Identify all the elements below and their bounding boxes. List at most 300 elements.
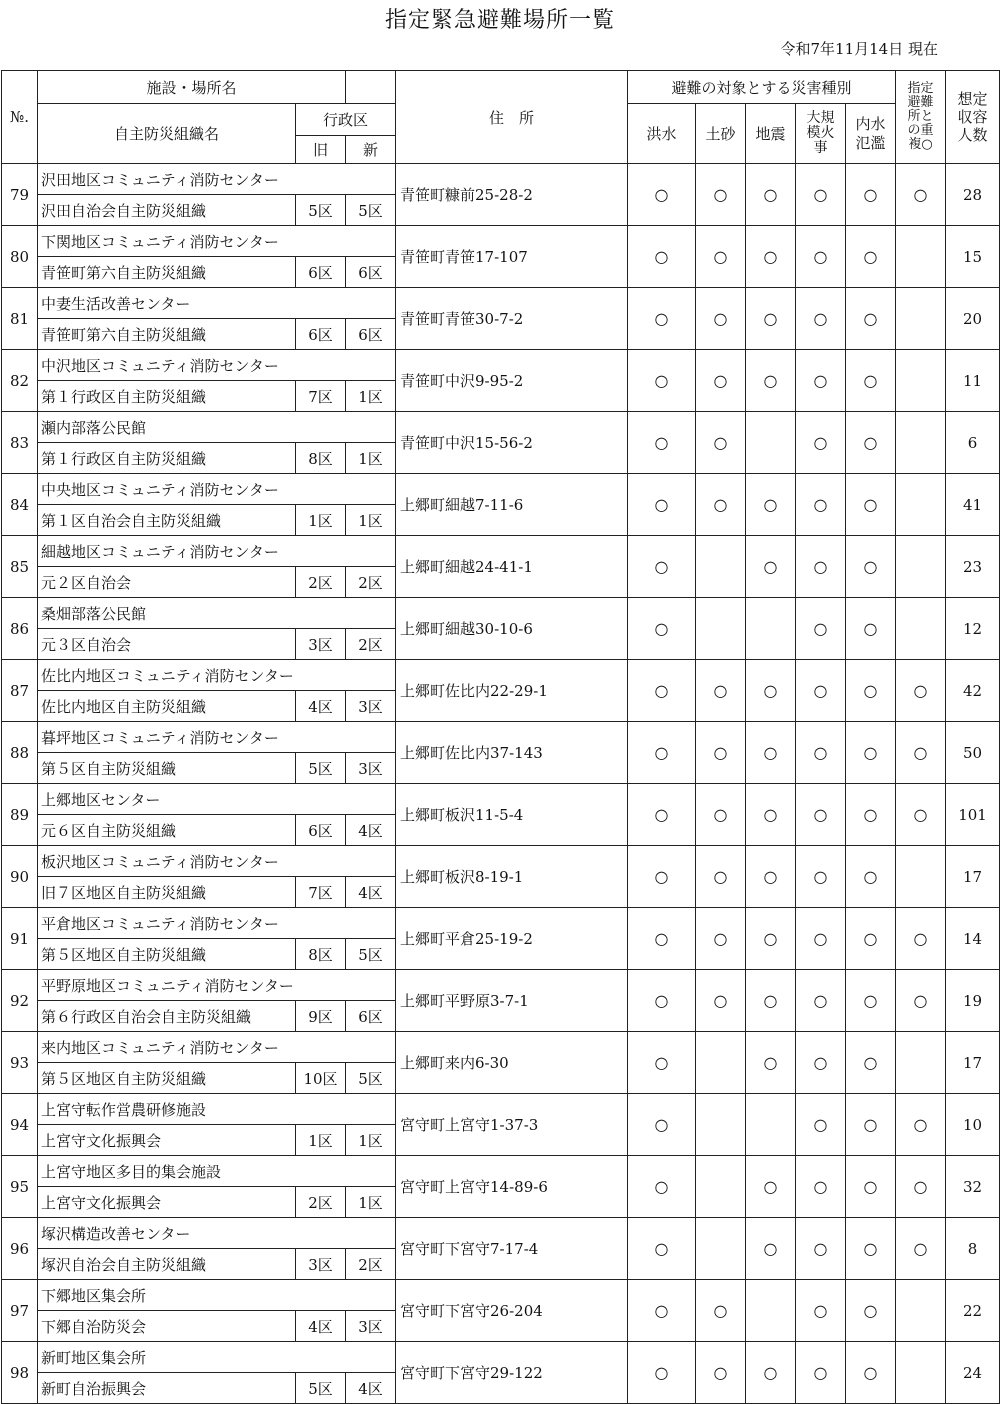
header-fire-line: 事 — [813, 140, 828, 156]
inland-mark: ○ — [846, 288, 896, 350]
new-district: 1区 — [346, 443, 396, 474]
address: 青笹町中沢15-56-2 — [396, 412, 628, 474]
shelter-mark — [896, 536, 946, 598]
fire-mark: ○ — [796, 226, 846, 288]
flood-mark: ○ — [628, 536, 696, 598]
facility-name: 上郷地区センター — [38, 784, 396, 815]
inland-mark: ○ — [846, 1156, 896, 1218]
header-disaster-types: 避難の対象とする災害種別 — [628, 71, 896, 104]
sediment-mark — [696, 1094, 746, 1156]
org-name: 第１区自治会自主防災組織 — [38, 505, 296, 536]
quake-mark: ○ — [746, 350, 796, 412]
org-name: 青笹町第六自主防災組織 — [38, 257, 296, 288]
fire-mark: ○ — [796, 1280, 846, 1342]
new-district: 5区 — [346, 1063, 396, 1094]
row-number: 92 — [2, 970, 38, 1032]
table-row — [2, 1032, 1000, 1063]
flood-mark: ○ — [628, 1218, 696, 1280]
shelter-mark: ○ — [896, 1218, 946, 1280]
quake-mark: ○ — [746, 226, 796, 288]
inland-mark: ○ — [846, 598, 896, 660]
org-name: 第６行政区自治会自主防災組織 — [38, 1001, 296, 1032]
shelter-mark: ○ — [896, 722, 946, 784]
inland-mark: ○ — [846, 660, 896, 722]
capacity: 6 — [946, 412, 1000, 474]
quake-mark: ○ — [746, 784, 796, 846]
fire-mark: ○ — [796, 1156, 846, 1218]
flood-mark: ○ — [628, 350, 696, 412]
flood-mark: ○ — [628, 1156, 696, 1218]
capacity: 10 — [946, 1094, 1000, 1156]
old-district: 6区 — [296, 319, 346, 350]
shelter-mark: ○ — [896, 784, 946, 846]
org-name: 佐比内地区自主防災組織 — [38, 691, 296, 722]
sediment-mark: ○ — [696, 474, 746, 536]
address: 上郷町板沢11-5-4 — [396, 784, 628, 846]
old-district: 3区 — [296, 629, 346, 660]
facility-name: 瀬内部落公民館 — [38, 412, 396, 443]
fire-mark: ○ — [796, 1218, 846, 1280]
new-district: 1区 — [346, 381, 396, 412]
old-district: 4区 — [296, 691, 346, 722]
row-number: 96 — [2, 1218, 38, 1280]
table-row — [2, 1342, 1000, 1373]
table-row — [2, 598, 1000, 629]
new-district: 2区 — [346, 1249, 396, 1280]
old-district: 5区 — [296, 753, 346, 784]
new-district: 3区 — [346, 691, 396, 722]
address: 上郷町細越24-41-1 — [396, 536, 628, 598]
inland-mark: ○ — [846, 722, 896, 784]
capacity: 28 — [946, 164, 1000, 226]
address: 青笹町青笹30-7-2 — [396, 288, 628, 350]
header-shelter-line: の重 — [907, 123, 934, 138]
quake-mark: ○ — [746, 288, 796, 350]
org-name: 旧７区地区自主防災組織 — [38, 877, 296, 908]
row-number: 90 — [2, 846, 38, 908]
row-number: 85 — [2, 536, 38, 598]
old-district: 5区 — [296, 195, 346, 226]
quake-mark: ○ — [746, 1156, 796, 1218]
fire-mark: ○ — [796, 1342, 846, 1404]
fire-mark: ○ — [796, 536, 846, 598]
fire-mark: ○ — [796, 722, 846, 784]
flood-mark: ○ — [628, 164, 696, 226]
new-district: 5区 — [346, 195, 396, 226]
org-name: 上宮守文化振興会 — [38, 1187, 296, 1218]
flood-mark: ○ — [628, 1094, 696, 1156]
table-row — [2, 226, 1000, 257]
row-number: 80 — [2, 226, 38, 288]
inland-mark: ○ — [846, 908, 896, 970]
table-row — [2, 1094, 1000, 1125]
row-number: 81 — [2, 288, 38, 350]
table-row — [2, 722, 1000, 753]
flood-mark: ○ — [628, 784, 696, 846]
address: 上郷町細越30-10-6 — [396, 598, 628, 660]
header-shelter-line: 所と — [907, 109, 934, 124]
fire-mark: ○ — [796, 908, 846, 970]
org-name: 第５区地区自主防災組織 — [38, 1063, 296, 1094]
inland-mark: ○ — [846, 474, 896, 536]
table-row — [2, 536, 1000, 567]
fire-mark: ○ — [796, 846, 846, 908]
inland-mark: ○ — [846, 1280, 896, 1342]
flood-mark: ○ — [628, 970, 696, 1032]
address: 上郷町佐比内37-143 — [396, 722, 628, 784]
facility-name: 下郷地区集会所 — [38, 1280, 396, 1311]
org-name: 塚沢自治会自主防災組織 — [38, 1249, 296, 1280]
sediment-mark: ○ — [696, 970, 746, 1032]
shelter-mark — [896, 846, 946, 908]
inland-mark: ○ — [846, 226, 896, 288]
capacity: 32 — [946, 1156, 1000, 1218]
quake-mark — [746, 412, 796, 474]
table-row — [2, 846, 1000, 877]
quake-mark: ○ — [746, 846, 796, 908]
capacity: 42 — [946, 660, 1000, 722]
flood-mark: ○ — [628, 1032, 696, 1094]
inland-mark: ○ — [846, 1094, 896, 1156]
sediment-mark: ○ — [696, 846, 746, 908]
address: 上郷町来内6-30 — [396, 1032, 628, 1094]
header-new: 新 — [346, 136, 396, 164]
fire-mark: ○ — [796, 598, 846, 660]
address: 宮守町下宮守7-17-4 — [396, 1218, 628, 1280]
sediment-mark: ○ — [696, 226, 746, 288]
sediment-mark — [696, 536, 746, 598]
new-district: 1区 — [346, 1187, 396, 1218]
old-district: 6区 — [296, 815, 346, 846]
row-number: 87 — [2, 660, 38, 722]
new-district: 4区 — [346, 877, 396, 908]
capacity: 15 — [946, 226, 1000, 288]
sediment-mark: ○ — [696, 350, 746, 412]
new-district: 6区 — [346, 1001, 396, 1032]
quake-mark: ○ — [746, 722, 796, 784]
facility-name: 塚沢構造改善センター — [38, 1218, 396, 1249]
quake-mark — [746, 598, 796, 660]
shelter-mark — [896, 1280, 946, 1342]
row-number: 91 — [2, 908, 38, 970]
table-row — [2, 164, 1000, 195]
facility-name: 上宮守地区多目的集会施設 — [38, 1156, 396, 1187]
shelter-mark: ○ — [896, 660, 946, 722]
header-sediment: 土砂 — [696, 104, 746, 164]
shelter-mark — [896, 1342, 946, 1404]
sediment-mark: ○ — [696, 1342, 746, 1404]
evacuation-sites-table — [1, 70, 1000, 1404]
table-body — [2, 164, 1000, 1404]
address: 宮守町下宮守26-204 — [396, 1280, 628, 1342]
table-row — [2, 1280, 1000, 1311]
new-district: 1区 — [346, 1125, 396, 1156]
shelter-mark — [896, 350, 946, 412]
facility-name: 板沢地区コミュニティ消防センター — [38, 846, 396, 877]
header-capacity-line: 収容 — [957, 108, 988, 126]
new-district: 1区 — [346, 505, 396, 536]
address: 青笹町青笹17-107 — [396, 226, 628, 288]
address: 青笹町中沢9-95-2 — [396, 350, 628, 412]
org-name: 元２区自治会 — [38, 567, 296, 598]
capacity: 24 — [946, 1342, 1000, 1404]
inland-mark: ○ — [846, 1218, 896, 1280]
org-name: 元３区自治会 — [38, 629, 296, 660]
header-capacity-line: 人数 — [957, 126, 988, 144]
capacity: 50 — [946, 722, 1000, 784]
new-district: 6区 — [346, 319, 396, 350]
fire-mark: ○ — [796, 288, 846, 350]
capacity: 8 — [946, 1218, 1000, 1280]
header-shelter-line: 複○ — [908, 137, 933, 152]
quake-mark: ○ — [746, 660, 796, 722]
page-title: 指定緊急避難場所一覧 — [384, 8, 615, 33]
inland-mark: ○ — [846, 164, 896, 226]
fire-mark: ○ — [796, 1032, 846, 1094]
org-name: 青笹町第六自主防災組織 — [38, 319, 296, 350]
header-address: 住 所 — [396, 71, 628, 164]
quake-mark: ○ — [746, 908, 796, 970]
quake-mark — [746, 1280, 796, 1342]
header-gyosei: 行政区 — [296, 104, 396, 136]
row-number: 82 — [2, 350, 38, 412]
quake-mark — [746, 1094, 796, 1156]
new-district: 2区 — [346, 567, 396, 598]
facility-name: 来内地区コミュニティ消防センター — [38, 1032, 396, 1063]
row-number: 94 — [2, 1094, 38, 1156]
shelter-mark: ○ — [896, 908, 946, 970]
inland-mark: ○ — [846, 846, 896, 908]
shelter-mark — [896, 412, 946, 474]
shelter-mark: ○ — [896, 970, 946, 1032]
facility-name: 細越地区コミュニティ消防センター — [38, 536, 396, 567]
sediment-mark — [696, 1156, 746, 1218]
old-district: 10区 — [296, 1063, 346, 1094]
row-number: 86 — [2, 598, 38, 660]
old-district: 8区 — [296, 443, 346, 474]
facility-name: 佐比内地区コミュニティ消防センター — [38, 660, 396, 691]
flood-mark: ○ — [628, 288, 696, 350]
header-facility: 施設・場所名 — [38, 71, 346, 104]
header-shelter-overlap — [896, 71, 946, 164]
old-district: 9区 — [296, 1001, 346, 1032]
flood-mark: ○ — [628, 226, 696, 288]
new-district: 6区 — [346, 257, 396, 288]
sediment-mark — [696, 1032, 746, 1094]
capacity: 17 — [946, 846, 1000, 908]
capacity: 41 — [946, 474, 1000, 536]
capacity: 12 — [946, 598, 1000, 660]
fire-mark: ○ — [796, 970, 846, 1032]
flood-mark: ○ — [628, 908, 696, 970]
capacity: 22 — [946, 1280, 1000, 1342]
sediment-mark: ○ — [696, 1280, 746, 1342]
facility-name: 平野原地区コミュニティ消防センター — [38, 970, 396, 1001]
quake-mark: ○ — [746, 164, 796, 226]
header-fire — [796, 104, 846, 164]
shelter-mark: ○ — [896, 1094, 946, 1156]
old-district: 1区 — [296, 1125, 346, 1156]
header-capacity — [946, 71, 1000, 164]
row-number: 83 — [2, 412, 38, 474]
flood-mark: ○ — [628, 660, 696, 722]
address: 宮守町上宮守1-37-3 — [396, 1094, 628, 1156]
old-district: 8区 — [296, 939, 346, 970]
old-district: 7区 — [296, 381, 346, 412]
inland-mark: ○ — [846, 1342, 896, 1404]
org-name: 第５区自主防災組織 — [38, 753, 296, 784]
shelter-mark — [896, 474, 946, 536]
header-fire-line: 大規 — [806, 110, 835, 126]
header-blank — [346, 71, 396, 104]
flood-mark: ○ — [628, 474, 696, 536]
table-row — [2, 350, 1000, 381]
fire-mark: ○ — [796, 1094, 846, 1156]
old-district: 2区 — [296, 1187, 346, 1218]
table-row — [2, 1218, 1000, 1249]
header-fire-line: 模火 — [806, 125, 835, 141]
flood-mark: ○ — [628, 722, 696, 784]
address: 上郷町板沢8-19-1 — [396, 846, 628, 908]
header-inland-line: 内水 — [855, 114, 886, 133]
org-name: 元６区自主防災組織 — [38, 815, 296, 846]
row-number: 95 — [2, 1156, 38, 1218]
table-header — [2, 71, 1000, 164]
table-row — [2, 970, 1000, 1001]
new-district: 3区 — [346, 753, 396, 784]
facility-name: 中妻生活改善センター — [38, 288, 396, 319]
org-name: 下郷自治防災会 — [38, 1311, 296, 1342]
shelter-mark — [896, 598, 946, 660]
shelter-mark: ○ — [896, 164, 946, 226]
inland-mark: ○ — [846, 784, 896, 846]
shelter-mark — [896, 288, 946, 350]
flood-mark: ○ — [628, 846, 696, 908]
header-inland-line: 氾濫 — [855, 133, 886, 152]
old-district: 5区 — [296, 1373, 346, 1404]
old-district: 7区 — [296, 877, 346, 908]
header-old: 旧 — [296, 136, 346, 164]
row-number: 93 — [2, 1032, 38, 1094]
capacity: 11 — [946, 350, 1000, 412]
table-row — [2, 288, 1000, 319]
table-row — [2, 1156, 1000, 1187]
fire-mark: ○ — [796, 660, 846, 722]
old-district: 4区 — [296, 1311, 346, 1342]
inland-mark: ○ — [846, 536, 896, 598]
inland-mark: ○ — [846, 1032, 896, 1094]
address: 上郷町平倉25-19-2 — [396, 908, 628, 970]
sediment-mark — [696, 598, 746, 660]
header-quake: 地震 — [746, 104, 796, 164]
header-no: №. — [2, 71, 38, 164]
quake-mark: ○ — [746, 1342, 796, 1404]
old-district: 6区 — [296, 257, 346, 288]
old-district: 2区 — [296, 567, 346, 598]
table-row — [2, 474, 1000, 505]
table-row — [2, 908, 1000, 939]
facility-name: 中央地区コミュニティ消防センター — [38, 474, 396, 505]
row-number: 98 — [2, 1342, 38, 1404]
new-district: 4区 — [346, 1373, 396, 1404]
capacity: 23 — [946, 536, 1000, 598]
facility-name: 上宮守転作営農研修施設 — [38, 1094, 396, 1125]
capacity: 14 — [946, 908, 1000, 970]
quake-mark: ○ — [746, 1032, 796, 1094]
facility-name: 沢田地区コミュニティ消防センター — [38, 164, 396, 195]
sediment-mark: ○ — [696, 412, 746, 474]
flood-mark: ○ — [628, 1342, 696, 1404]
shelter-mark — [896, 1032, 946, 1094]
sediment-mark: ○ — [696, 722, 746, 784]
facility-name: 新町地区集会所 — [38, 1342, 396, 1373]
org-name: 沢田自治会自主防災組織 — [38, 195, 296, 226]
fire-mark: ○ — [796, 474, 846, 536]
fire-mark: ○ — [796, 784, 846, 846]
org-name: 第１行政区自主防災組織 — [38, 443, 296, 474]
fire-mark: ○ — [796, 350, 846, 412]
org-name: 第１行政区自主防災組織 — [38, 381, 296, 412]
org-name: 新町自治振興会 — [38, 1373, 296, 1404]
header-shelter-line: 避難 — [907, 95, 934, 110]
capacity: 20 — [946, 288, 1000, 350]
address: 上郷町平野原3-7-1 — [396, 970, 628, 1032]
shelter-mark: ○ — [896, 1156, 946, 1218]
old-district: 1区 — [296, 505, 346, 536]
header-inland — [846, 104, 896, 164]
flood-mark: ○ — [628, 1280, 696, 1342]
sediment-mark: ○ — [696, 908, 746, 970]
quake-mark: ○ — [746, 1218, 796, 1280]
table-row — [2, 784, 1000, 815]
facility-name: 平倉地区コミュニティ消防センター — [38, 908, 396, 939]
table-row — [2, 412, 1000, 443]
row-number: 89 — [2, 784, 38, 846]
header-org: 自主防災組織名 — [38, 104, 296, 164]
quake-mark: ○ — [746, 536, 796, 598]
quake-mark: ○ — [746, 970, 796, 1032]
as-of-date: 令和7年11月14日 現在 — [780, 40, 938, 58]
header-capacity-line: 想定 — [957, 90, 988, 108]
org-name: 上宮守文化振興会 — [38, 1125, 296, 1156]
inland-mark: ○ — [846, 350, 896, 412]
old-district: 3区 — [296, 1249, 346, 1280]
new-district: 4区 — [346, 815, 396, 846]
address: 上郷町佐比内22-29-1 — [396, 660, 628, 722]
quake-mark: ○ — [746, 474, 796, 536]
flood-mark: ○ — [628, 412, 696, 474]
row-number: 88 — [2, 722, 38, 784]
fire-mark: ○ — [796, 412, 846, 474]
sediment-mark: ○ — [696, 164, 746, 226]
row-number: 79 — [2, 164, 38, 226]
facility-name: 下関地区コミュニティ消防センター — [38, 226, 396, 257]
address: 上郷町細越7-11-6 — [396, 474, 628, 536]
fire-mark: ○ — [796, 164, 846, 226]
capacity: 17 — [946, 1032, 1000, 1094]
new-district: 5区 — [346, 939, 396, 970]
new-district: 2区 — [346, 629, 396, 660]
new-district: 3区 — [346, 1311, 396, 1342]
address: 宮守町上宮守14-89-6 — [396, 1156, 628, 1218]
inland-mark: ○ — [846, 970, 896, 1032]
capacity: 101 — [946, 784, 1000, 846]
header-shelter-line: 指定 — [907, 81, 934, 96]
address: 青笹町糠前25-28-2 — [396, 164, 628, 226]
shelter-mark — [896, 226, 946, 288]
facility-name: 中沢地区コミュニティ消防センター — [38, 350, 396, 381]
row-number: 97 — [2, 1280, 38, 1342]
